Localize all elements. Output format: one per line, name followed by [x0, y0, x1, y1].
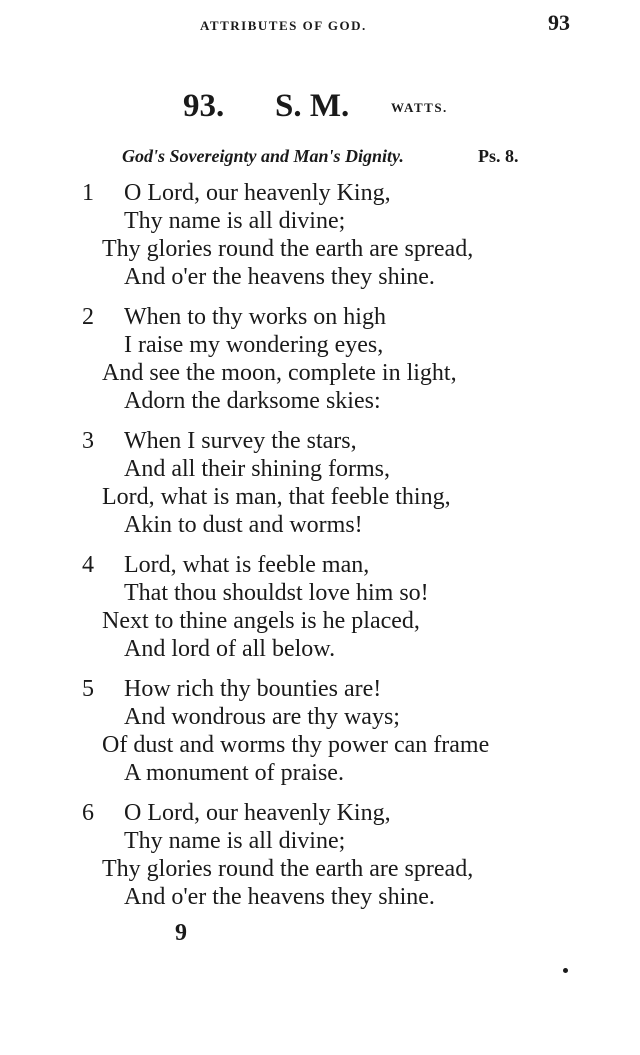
- stanza-number: 3: [82, 428, 94, 454]
- verse-line: And o'er the heavens they shine.: [124, 884, 435, 910]
- verse-line: Lord, what is feeble man,: [124, 552, 370, 578]
- signature-mark: 9: [175, 920, 187, 946]
- print-speck: [563, 968, 568, 973]
- verse-line: And see the moon, complete in light,: [102, 360, 457, 386]
- verse-line: O Lord, our heavenly King,: [124, 800, 391, 826]
- verse-line: And o'er the heavens they shine.: [124, 264, 435, 290]
- verse-line: I raise my wondering eyes,: [124, 332, 384, 358]
- verse-line: When to thy works on high: [124, 304, 386, 330]
- stanza-number: 4: [82, 552, 94, 578]
- hymn-heading: [183, 88, 483, 128]
- hymn-number: 93.: [183, 88, 225, 124]
- verse-line: And lord of all below.: [124, 636, 336, 662]
- stanza-number: 2: [82, 304, 94, 330]
- verse-line: Next to thine angels is he placed,: [102, 608, 420, 634]
- hymn-meter: S. M.: [275, 88, 350, 124]
- hymn-author: WATTS.: [391, 100, 448, 115]
- verse-line: When I survey the stars,: [124, 428, 357, 454]
- stanza-number: 5: [82, 676, 94, 702]
- verse-line: Thy glories round the earth are spread,: [102, 856, 474, 882]
- verse-line: Lord, what is man, that feeble thing,: [102, 484, 451, 510]
- psalm-reference: Ps. 8.: [478, 146, 519, 166]
- verse-line: Adorn the darksome skies:: [124, 388, 381, 414]
- verse-line: That thou shouldst love him so!: [124, 580, 429, 606]
- verse-line: And all their shining forms,: [124, 456, 390, 482]
- verse-line: And wondrous are thy ways;: [124, 704, 400, 730]
- verse-line: Thy glories round the earth are spread,: [102, 236, 474, 262]
- verse-line: Thy name is all divine;: [124, 208, 346, 234]
- stanza-number: 6: [82, 800, 94, 826]
- verse-line: How rich thy bounties are!: [124, 676, 382, 702]
- page-number: 93: [548, 10, 570, 35]
- verse-line: A monument of praise.: [124, 760, 344, 786]
- stanza-number: 1: [82, 180, 94, 206]
- verse-line: Akin to dust and worms!: [124, 512, 363, 538]
- verse-line: Of dust and worms thy power can frame: [102, 732, 490, 758]
- hymn-subtitle: God's Sovereignty and Man's Dignity.: [122, 146, 404, 166]
- verse-line: O Lord, our heavenly King,: [124, 180, 391, 206]
- verse-line: Thy name is all divine;: [124, 828, 346, 854]
- running-head: ATTRIBUTES OF GOD.: [200, 18, 367, 33]
